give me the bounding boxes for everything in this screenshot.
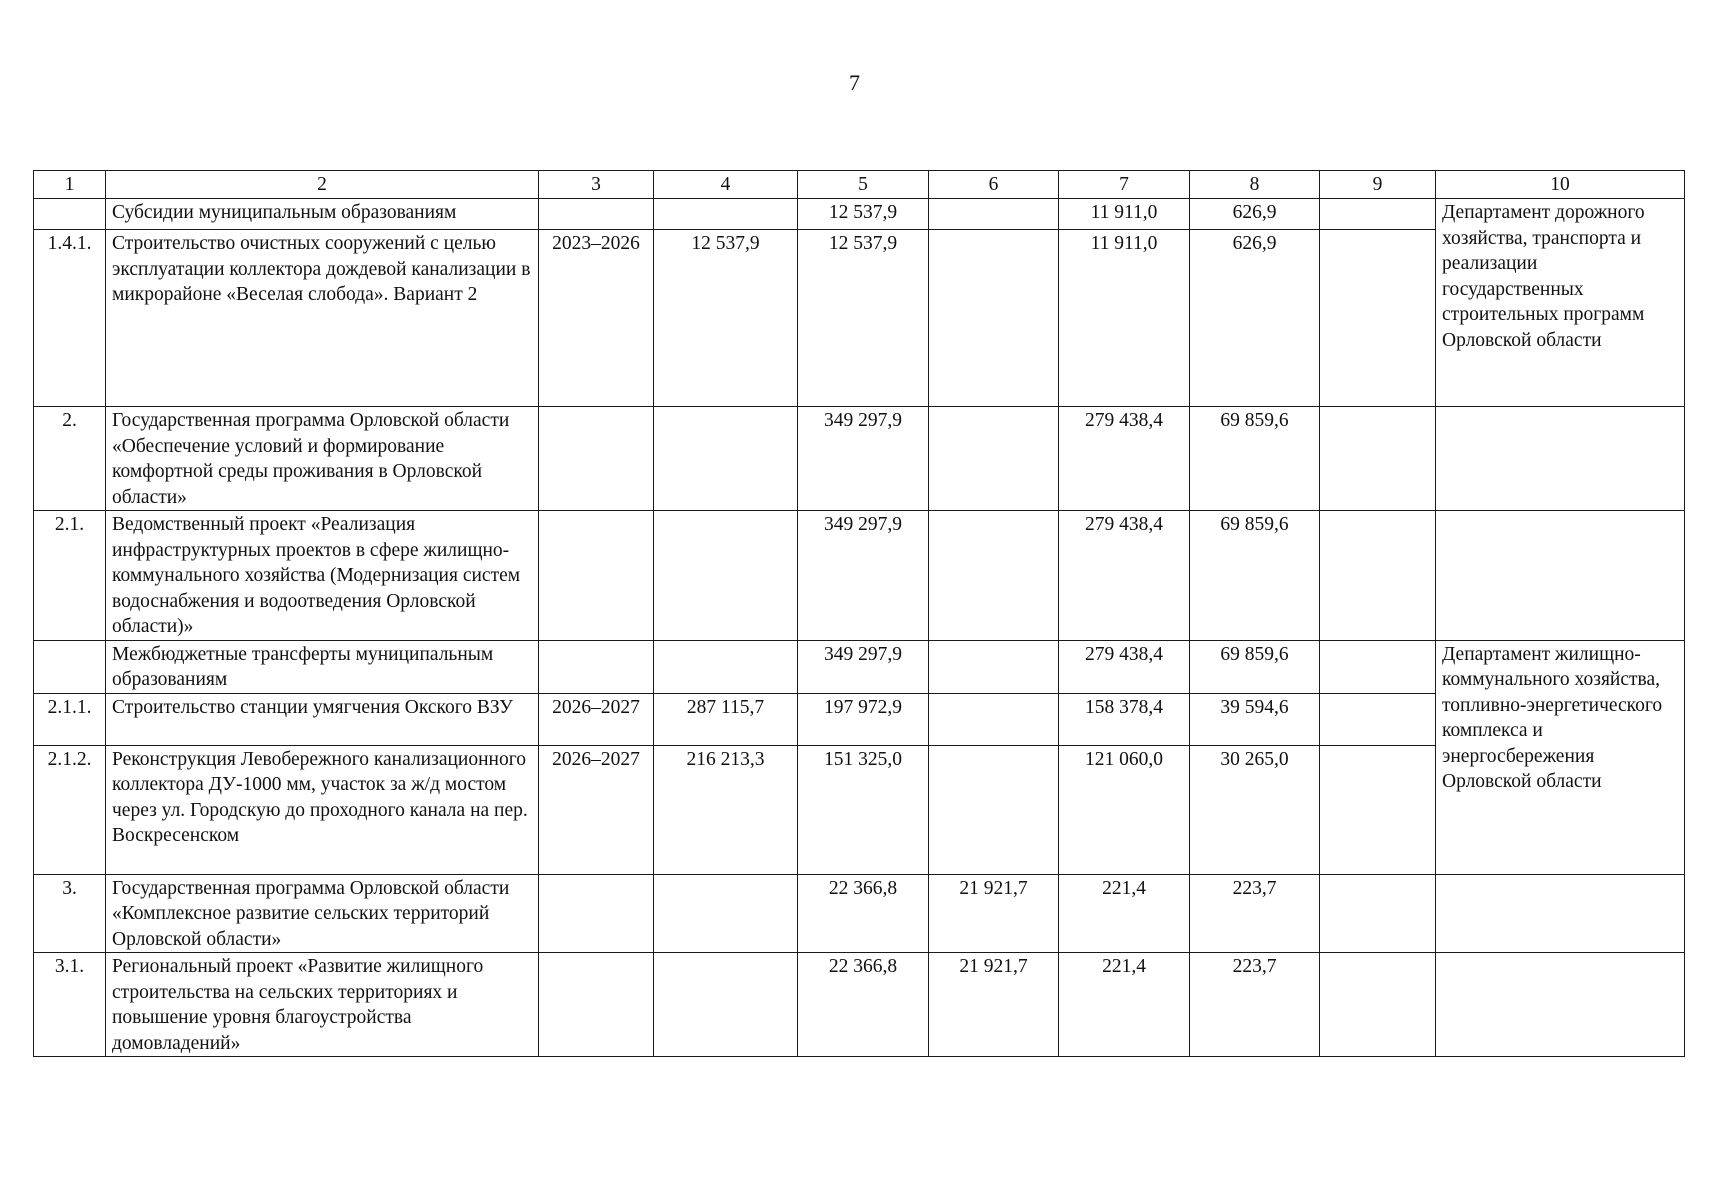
row-period: [539, 199, 654, 230]
row-value-9: [1320, 407, 1436, 511]
table-row: [34, 874, 1685, 953]
row-value-7: 11 911,0: [1059, 199, 1190, 230]
row-value-9: [1320, 953, 1436, 1057]
row-value-5: 349 297,9: [798, 640, 929, 693]
row-total-cost: [654, 511, 798, 641]
row-value-9: [1320, 745, 1436, 874]
row-number: 1.4.1.: [34, 230, 106, 407]
row-value-8: 69 859,6: [1190, 407, 1320, 511]
row-total-cost: [654, 874, 798, 953]
row-value-8: 626,9: [1190, 199, 1320, 230]
header-cell: 7: [1059, 171, 1190, 199]
row-value-6: [929, 511, 1059, 641]
row-name: Строительство очистных сооружений с целью эксплуатации коллектора дождевой канализации в микрорайоне «Веселая слобода». Вариант 2: [106, 230, 539, 407]
row-value-7: 221,4: [1059, 874, 1190, 953]
row-name: Реконструкция Левобережного канализационного коллектора ДУ-1000 мм, участок за ж/д мостом через ул. Городскую до проходного канала на пер. Воскресенском: [106, 745, 539, 874]
header-cell: 6: [929, 171, 1059, 199]
row-name: Строительство станции умягчения Окского ВЗУ: [106, 693, 539, 745]
header-cell: 5: [798, 171, 929, 199]
row-value-6: [929, 693, 1059, 745]
row-total-cost: 287 115,7: [654, 693, 798, 745]
row-value-6: [929, 640, 1059, 693]
table-row: [34, 953, 1685, 1057]
row-value-10: [1436, 511, 1685, 641]
row-name: Межбюджетные трансферты муниципальным образованиям: [106, 640, 539, 693]
row-value-5: 12 537,9: [798, 230, 929, 407]
row-number: 3.: [34, 874, 106, 953]
row-period: 2026–2027: [539, 745, 654, 874]
row-period: [539, 511, 654, 641]
row-value-5: 22 366,8: [798, 953, 929, 1057]
row-value-9: [1320, 511, 1436, 641]
row-value-9: [1320, 693, 1436, 745]
header-cell: 1: [34, 171, 106, 199]
header-cell: 4: [654, 171, 798, 199]
row-value-5: 197 972,9: [798, 693, 929, 745]
row-value-7: 11 911,0: [1059, 230, 1190, 407]
row-value-8: 39 594,6: [1190, 693, 1320, 745]
row-value-6: 21 921,7: [929, 953, 1059, 1057]
row-value-7: 279 438,4: [1059, 640, 1190, 693]
row-value-7: 279 438,4: [1059, 511, 1190, 641]
header-cell: 8: [1190, 171, 1320, 199]
row-value-5: 12 537,9: [798, 199, 929, 230]
row-name: Региональный проект «Развитие жилищного строительства на сельских территориях и повышение уровня благоустройства домовладений»: [106, 953, 539, 1057]
page-number: 7: [849, 70, 860, 95]
row-name: Государственная программа Орловской области «Обеспечение условий и формирование комфортной среды проживания в Орловской области»: [106, 407, 539, 511]
row-period: [539, 640, 654, 693]
header-cell: 3: [539, 171, 654, 199]
row-value-8: 30 265,0: [1190, 745, 1320, 874]
row-total-cost: 216 213,3: [654, 745, 798, 874]
row-value-9: [1320, 230, 1436, 407]
row-value-6: [929, 230, 1059, 407]
responsible-department: Департамент жилищно-коммунального хозяйства, топливно-энергетического комплекса и энергосбережения Орловской области: [1436, 640, 1685, 874]
budget-table: [33, 170, 1685, 1057]
row-value-6: [929, 745, 1059, 874]
row-name: Субсидии муниципальным образованиям: [106, 199, 539, 230]
header-cell: 10: [1436, 171, 1685, 199]
row-number: [34, 640, 106, 693]
row-value-8: 223,7: [1190, 874, 1320, 953]
row-value-9: [1320, 874, 1436, 953]
header-cell: 9: [1320, 171, 1436, 199]
row-value-9: [1320, 640, 1436, 693]
row-value-6: [929, 407, 1059, 511]
row-value-7: 121 060,0: [1059, 745, 1190, 874]
row-number: 2.1.1.: [34, 693, 106, 745]
row-total-cost: 12 537,9: [654, 230, 798, 407]
row-total-cost: [654, 407, 798, 511]
table-row: [34, 640, 1685, 693]
row-period: [539, 953, 654, 1057]
row-value-8: 223,7: [1190, 953, 1320, 1057]
row-value-7: 221,4: [1059, 953, 1190, 1057]
row-value-8: 626,9: [1190, 230, 1320, 407]
row-name: Государственная программа Орловской области «Комплексное развитие сельских территорий Орловской области»: [106, 874, 539, 953]
row-value-9: [1320, 199, 1436, 230]
table-row: [34, 199, 1685, 230]
row-value-5: 349 297,9: [798, 407, 929, 511]
row-number: 2.1.: [34, 511, 106, 641]
table-row: [34, 407, 1685, 511]
row-period: [539, 874, 654, 953]
row-period: [539, 407, 654, 511]
row-number: 2.1.2.: [34, 745, 106, 874]
row-period: 2023–2026: [539, 230, 654, 407]
row-value-5: 151 325,0: [798, 745, 929, 874]
row-number: 2.: [34, 407, 106, 511]
row-value-10: [1436, 953, 1685, 1057]
row-value-7: 279 438,4: [1059, 407, 1190, 511]
header-cell: 2: [106, 171, 539, 199]
row-name: Ведомственный проект «Реализация инфраструктурных проектов в сфере жилищно-коммунального хозяйства (Модернизация систем водоснабжения и водоотведения Орловской области)»: [106, 511, 539, 641]
row-total-cost: [654, 640, 798, 693]
row-value-10: [1436, 407, 1685, 511]
row-total-cost: [654, 953, 798, 1057]
responsible-department: Департамент дорожного хозяйства, транспорта и реализации государственных строительных программ Орловской области: [1436, 199, 1685, 407]
row-value-5: 349 297,9: [798, 511, 929, 641]
row-value-8: 69 859,6: [1190, 511, 1320, 641]
header-row: [34, 171, 1685, 199]
row-period: 2026–2027: [539, 693, 654, 745]
row-total-cost: [654, 199, 798, 230]
row-number: 3.1.: [34, 953, 106, 1057]
row-value-8: 69 859,6: [1190, 640, 1320, 693]
row-value-5: 22 366,8: [798, 874, 929, 953]
row-value-6: [929, 199, 1059, 230]
row-number: [34, 199, 106, 230]
row-value-7: 158 378,4: [1059, 693, 1190, 745]
row-value-6: 21 921,7: [929, 874, 1059, 953]
row-value-10: [1436, 874, 1685, 953]
table-row: [34, 511, 1685, 641]
